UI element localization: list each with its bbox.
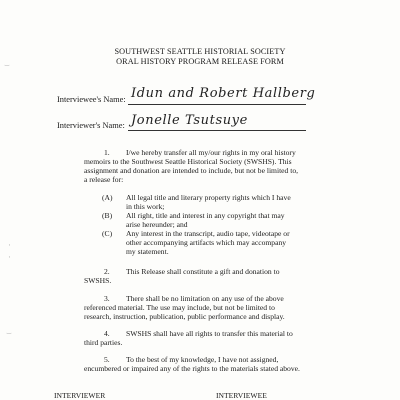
clause-2-line: This Release shall constitute a gift and donation to [126,267,280,276]
clause-3-line: There shall be no limitation on any use of the above [126,294,284,303]
subclause-b-letter: (B) [102,211,113,220]
clause-3-number: 3. [104,294,110,303]
subclause-b-line: arise hereunder; and [126,220,188,229]
interviewee-label: Interviewee's Name: [57,95,126,104]
interviewee-handwritten-name: Idun and Robert Hallberg [131,86,316,101]
clause-3-line: referenced material. The use may include, but not be limited to [84,303,275,312]
clause-1-line: assignment and donation are intended to include, but not be limited to, [84,166,299,175]
clause-2-number: 2. [104,267,110,276]
clause-4-number: 4. [104,329,110,338]
subclause-b-line: All right, title and interest in any copyright that may [126,211,285,220]
interviewee-signature-label: INTERVIEWEE [216,391,267,400]
interviewer-label: Interviewer's Name: [57,121,125,130]
subclause-a-letter: (A) [102,193,113,202]
clause-4-line: SWSHS shall have all rights to transfer this material to [126,329,293,338]
interviewer-line [128,130,306,131]
subclause-c-line: my statement. [126,247,169,256]
interviewee-line [128,104,306,105]
scan-mark: ⌣ [6,328,12,338]
clause-4-line: third parties. [84,338,123,347]
form-title-name: ORAL HISTORY PROGRAM RELEASE FORM [116,57,284,66]
form-title-org: SOUTHWEST SEATTLE HISTORIAL SOCIETY [114,47,286,56]
clause-3-line: research, instruction, publication, public performance and display. [84,312,285,321]
scan-mark: ⌣ [4,60,10,70]
clause-1-line: memoirs to the Southwest Seattle Historical Society (SWSHS). This [84,157,292,166]
scan-mark: · [8,240,11,250]
subclause-a-line: in this work; [126,202,165,211]
clause-1-number: 1. [104,148,110,157]
subclause-c-letter: (C) [102,229,113,238]
interviewer-handwritten-name: Jonelle Tsutsuye [131,113,248,128]
subclause-c-line: Any interest in the transcript, audio tape, videotape or [126,229,290,238]
clause-1-line: a release for: [84,175,124,184]
clause-1-line: I/we hereby transfer all my/our rights in my oral history [126,148,296,157]
subclause-a-line: All legal title and literary property rights which I have [126,193,291,202]
clause-5-line: encumbered or impaired any of the rights to the materials stated above. [84,364,300,373]
interviewer-signature-label: INTERVIEWER [54,391,106,400]
clause-5-number: 5. [104,355,110,364]
scan-mark: · [8,252,11,262]
clause-5-line: To the best of my knowledge, I have not assigned, [126,355,279,364]
subclause-c-line: other accompanying artifacts which may accompany [126,238,287,247]
clause-2-line: SWSHS. [84,276,112,285]
